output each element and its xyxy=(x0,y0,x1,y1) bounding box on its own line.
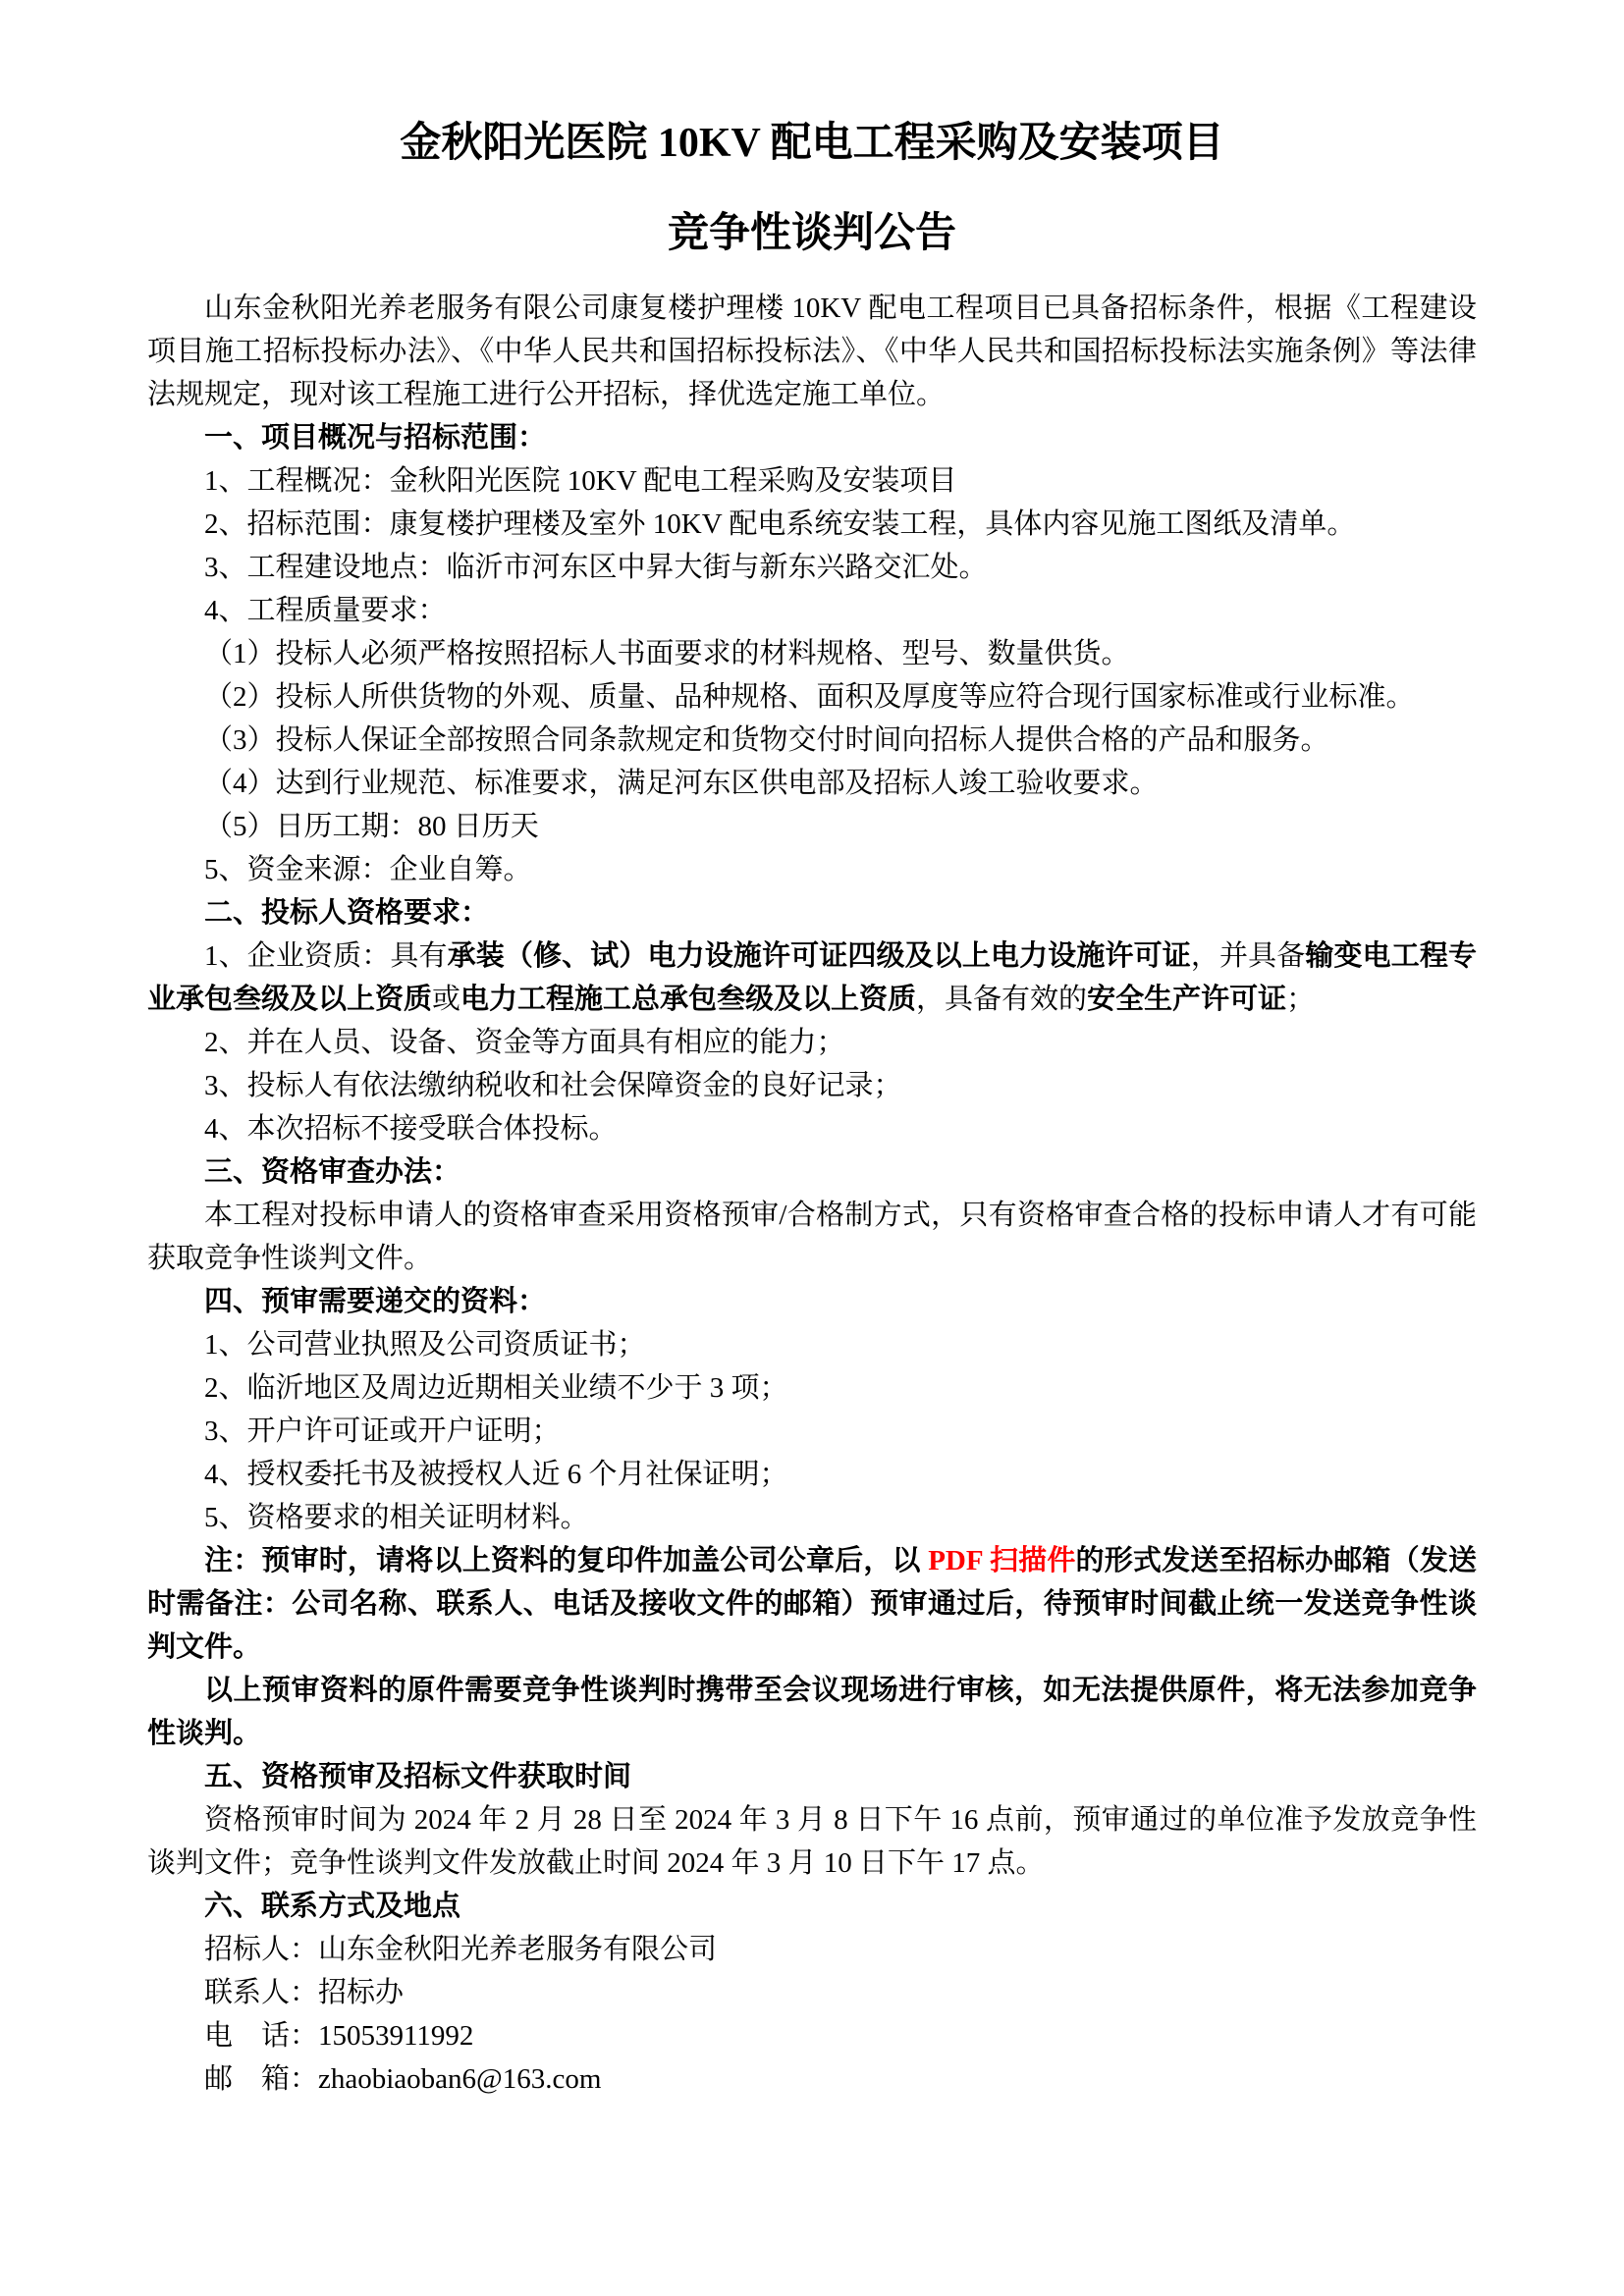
section1-item-5: 5、资金来源：企业自筹。 xyxy=(204,854,532,885)
text-segment-bold: 承装（修、试）电力设施许可证四级及以上电力设施许可证 xyxy=(447,940,1191,972)
quality-item-3: （3）投标人保证全部按照合同条款规定和货物交付时间向招标人提供合格的产品和服务。 xyxy=(204,724,1329,756)
quality-item-5: （5）日历工期：80 日历天 xyxy=(204,811,539,842)
contact-email: 邮 箱：zhaobiaoban6@163.com xyxy=(204,2063,602,2095)
section3-heading: 三、资格审查办法： xyxy=(204,1156,461,1188)
text-segment-bold: 注：预审时，请将以上资料的复印件加盖公司公章后，以 xyxy=(204,1545,929,1576)
text-segment: ，具备有效的 xyxy=(916,984,1088,1015)
section6-heading: 六、联系方式及地点 xyxy=(204,1891,461,1922)
section1-item-1: 1、工程概况：金秋阳光医院 10KV 配电工程采购及安装项目 xyxy=(204,465,957,497)
section1-heading: 一、项目概况与招标范围： xyxy=(204,422,547,454)
contact-tenderer: 招标人：山东金秋阳光养老服务有限公司 xyxy=(204,1934,718,1965)
contact-phone: 电 话：15053911992 xyxy=(204,2020,474,2052)
section4-heading: 四、预审需要递交的资料： xyxy=(204,1286,547,1317)
qualification-item xyxy=(147,934,1477,1021)
intro-paragraph: 山东金秋阳光养老服务有限公司康复楼护理楼 10KV 配电工程项目已具备招标条件，根据《工程建设项目施工招标投标办法》、《中华人民共和国招标投标法》、《中华人民共和国招标投标法实施条例》等法律法规规定，现对该工程施工进行公开招标，择优选定施工单位。 xyxy=(147,293,1477,410)
section4-item-5: 5、资格要求的相关证明材料。 xyxy=(204,1502,589,1533)
section5-paragraph: 资格预审时间为 2024 年 2 月 28 日至 2024 年 3 月 8 日下午 16 点前，预审通过的单位准予发放竞争性谈判文件；竞争性谈判文件发放截止时间 2024 年 3 月 10 日下午 17 点。 xyxy=(147,1804,1477,1879)
quality-item-1: （1）投标人必须严格按照招标人书面要求的材料规格、型号、数量供货。 xyxy=(204,638,1130,669)
note2-paragraph: 以上预审资料的原件需要竞争性谈判时携带至会议现场进行审核，如无法提供原件，将无法参加竞争性谈判。 xyxy=(147,1675,1477,1749)
section1-item-4: 4、工程质量要求： xyxy=(204,595,447,626)
section5-heading: 五、资格预审及招标文件获取时间 xyxy=(204,1761,632,1792)
section4-item-3: 3、开户许可证或开户证明； xyxy=(204,1415,561,1447)
section2-item-2: 2、并在人员、设备、资金等方面具有相应的能力； xyxy=(204,1027,845,1058)
section2-item-3: 3、投标人有依法缴纳税收和社会保障资金的良好记录； xyxy=(204,1070,902,1101)
section1-item-3: 3、工程建设地点：临沂市河东区中昇大街与新东兴路交汇处。 xyxy=(204,552,988,583)
section4-item-1: 1、公司营业执照及公司资质证书； xyxy=(204,1329,646,1361)
note-paragraph xyxy=(147,1539,1477,1669)
section4-item-4: 4、授权委托书及被授权人近 6 个月社保证明； xyxy=(204,1459,788,1490)
contact-person: 联系人：招标办 xyxy=(204,1977,405,2008)
pdf-scan-highlight: PDF 扫描件 xyxy=(928,1545,1076,1576)
text-segment-bold: 安全生产许可证 xyxy=(1087,984,1287,1015)
quality-item-4: （4）达到行业规范、标准要求，满足河东区供电部及招标人竣工验收要求。 xyxy=(204,768,1159,799)
text-segment: 1、企业资质：具有 xyxy=(204,940,448,972)
text-segment: ； xyxy=(1286,984,1316,1015)
text-segment-bold: 输变电工程专业承包叁级及以上资质 xyxy=(147,940,1477,1015)
text-segment: 或 xyxy=(432,984,461,1015)
quality-item-2: （2）投标人所供货物的外观、质量、品种规格、面积及厚度等应符合现行国家标准或行业标准。 xyxy=(204,681,1415,713)
section2-heading: 二、投标人资格要求： xyxy=(204,897,490,929)
document-title: 金秋阳光医院 10KV 配电工程采购及安装项目 xyxy=(400,121,1224,166)
text-segment-bold: 电力工程施工总承包叁级及以上资质 xyxy=(460,984,917,1015)
document-subtitle: 竞争性谈判公告 xyxy=(667,211,956,256)
text-segment: ，并具备 xyxy=(1190,940,1306,972)
section1-item-2: 2、招标范围：康复楼护理楼及室外 10KV 配电系统安装工程，具体内容见施工图纸及清单。 xyxy=(204,508,1356,540)
text-segment-bold: 的形式发送至招标办邮箱（发送时需备注：公司名称、联系人、电话及接收文件的邮箱）预审通过后，待预审时间截止统一发送竞争性谈判文件。 xyxy=(147,1545,1477,1663)
section3-paragraph: 本工程对投标申请人的资格审查采用资格预审/合格制方式，只有资格审查合格的投标申请人才有可能获取竞争性谈判文件。 xyxy=(147,1200,1477,1274)
section2-item-4: 4、本次招标不接受联合体投标。 xyxy=(204,1113,618,1145)
section4-item-2: 2、临沂地区及周边近期相关业绩不少于 3 项； xyxy=(204,1372,788,1404)
